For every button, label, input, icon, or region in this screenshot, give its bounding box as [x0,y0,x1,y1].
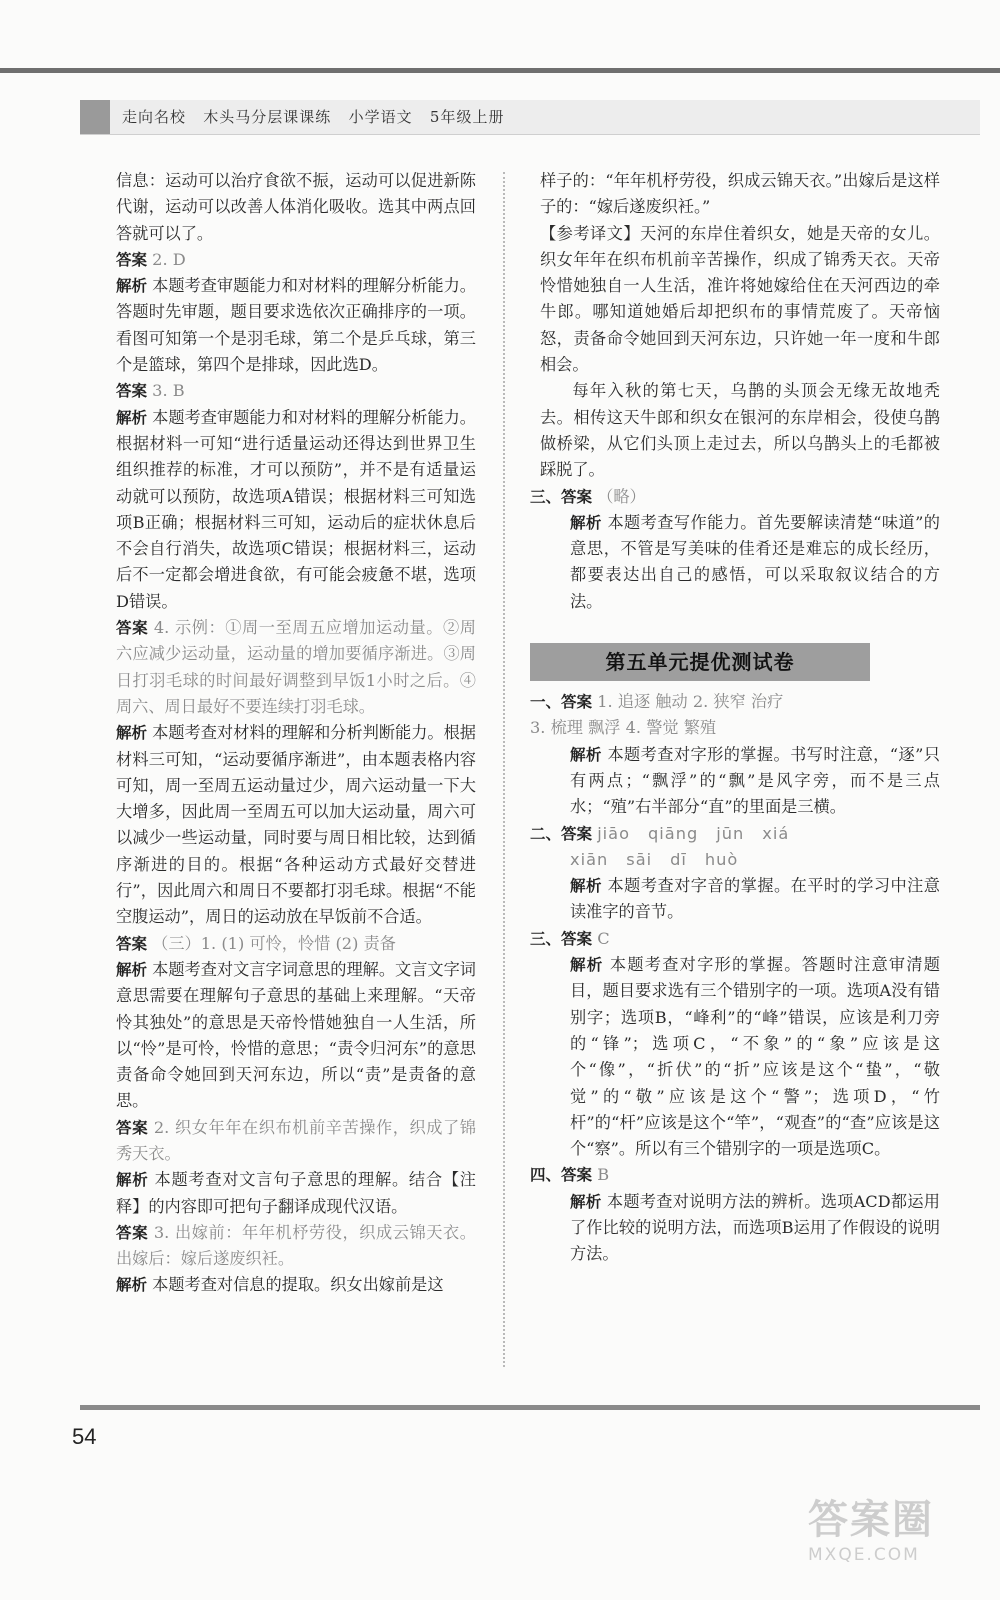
watermark-logo [808,1488,976,1566]
section-title: 第五单元提优测试卷 [530,643,870,681]
analysis-block: 解析 本题考查对字音的掌握。在平时的学习中注意读准字的音节。 [570,876,940,922]
right-column [530,168,940,1268]
analysis-block: 解析 本题考查对文言句子意思的理解。结合【注释】的内容即可把句子翻译成现代汉语。 [116,1170,476,1216]
analysis-block: 解析 本题考查对字形的掌握。答题时注意审清题目，题目要求选有三个错别字的一项。选项A没有错别字；选项B，“峰利”的“峰”错误，应该是利刀旁的“锋”；选项C，“不象”的“象”应该是这个“像”，“折伏”的“折”应该是这个“蛰”，“敬觉”的“敬”应该是这个“警”；选项D，“竹杆”的“杆”应该是这个“竿”，“观查”的“查”应该是这个“察”。所以有三个错别字的一项是选项C。 [570,955,940,1159]
watermark-text: 答案圈 [808,1497,934,1543]
header-title: 走向名校 木头马分层课课练 小学语文 5年级上册 [122,108,505,126]
left-column [116,168,476,1299]
analysis-block: 解析 本题考查写作能力。首先要解读清楚“味道”的意思，不管是写美味的佳肴还是难忘的成长经历，都要表达出自己的感悟，可以采取叙议结合的方法。 [570,512,940,611]
header-marker [80,100,110,134]
top-rule [0,68,1000,73]
analysis-block: 解析 本题考查对文言字词意思的理解。文言文字词意思需要在理解句子意思的基础上来理解。“天帝怜其独处”的意思是天帝怜惜她独自一人生活，所以“怜”是可怜，怜惜的意思；“责令归河东”的意思责备命令她回到天河东边，所以“责”是责备的意思。 [116,959,476,1111]
analysis-block: 解析 本题考查对说明方法的辨析。选项ACD都运用了作比较的说明方法，而选项B运用了作假设的说明方法。 [570,1191,940,1264]
pinyin-row: xiān sāi dī huò [570,849,739,869]
answer-line: 三、答案 C [530,928,610,948]
answer-line: 三、答案 （略） [530,486,646,506]
answer-block: 答案 4. 示例：①周一至周五应增加运动量。②周六应减少运动量，运动量的增加要循序渐进。③周日打羽毛球的时间最好调整到早饭1小时之后。④周六、周日最好不要连续打羽毛球。 [116,618,476,716]
analysis-block: 解析 本题考查对字形的掌握。书写时注意，“逐”只有两点；“飘浮”的“飘”是风字旁，而不是三点水；“殖”右半部分“直”的里面是三横。 [570,744,940,817]
paragraph: 每年入秋的第七天，乌鹊的头顶会无缘无故地秃去。相传这天牛郎和织女在银河的东岸相会，役使乌鹊做桥梁，从它们头顶上走过去，所以乌鹊头上的毛都被踩脱了。 [540,381,940,480]
paragraph: 信息：运动可以治疗食欲不振，运动可以促进新陈代谢，运动可以改善人体消化吸收。选其中两点回答就可以了。 [116,171,476,243]
answer-block: 答案 3. 出嫁前：年年机杼劳役，织成云锦天衣。出嫁后：嫁后遂废织衽。 [116,1222,476,1269]
answer-line: 二、答案 jiāo qiāng jūn xiá [530,821,940,847]
answer-line: 四、答案 B [530,1165,610,1185]
answer-block: 答案 2. 织女年年在织布机前辛苦操作，织成了锦秀天衣。 [116,1117,476,1163]
page-number: 54 [72,1424,97,1449]
analysis-block: 解析 本题考查审题能力和对材料的理解分析能力。答题时先审题，题目要求选依次正确排序的一项。看图可知第一个是羽毛球，第二个是乒乓球，第三个是篮球，第四个是排球，因此选D。 [116,276,476,375]
reference-translation: 【参考译文】天河的东岸住着织女，她是天帝的女儿。织女年年在织布机前辛苦操作，织成了锦秀天衣。天帝怜惜她独自一人生活，准许将她嫁给住在天河西边的牵牛郎。哪知道她婚后却把织布的事情荒废了。天帝恼怒，责备命令她回到天河东边，只许她一年一度和牛郎相会。 [540,223,940,375]
answer-line: 答案 （三）1. (1) 可怜，怜惜 (2) 责备 [116,933,396,953]
running-header [80,100,980,135]
watermark-url: MXQE.COM [808,1545,920,1565]
analysis-block: 解析 本题考查对信息的提取。织女出嫁前是这 [116,1275,444,1295]
pinyin-row: jiāo qiāng jūn xiá [597,823,790,843]
bottom-rule [80,1405,980,1410]
analysis-block: 解析 本题考查对材料的理解和分析判断能力。根据材料三可知，“运动要循序渐进”，由本题表格内容可知，周一至周五运动量过少，周六运动量一下大大增多，因此周一至周五可以加大运动量，周六可以减少一些运动量，同时要与周日相比较，达到循序渐进的目的。根据“各种运动方式最好交替进行”，因此周六和周日不要都打羽毛球。根据“不能空腹运动”，周日的运动放在早饭前不合适。 [116,723,476,927]
answer-line: 答案 2. D [116,249,186,269]
answer-line: 答案 3. B [116,381,185,401]
analysis-block: 解析 本题考查审题能力和对材料的理解分析能力。根据材料一可知“进行适量运动还得达到世界卫生组织推荐的标准，才可以预防”，并不是有适量运动就可以预防，故选项A错误；根据材料三可知选项B正确；根据材料三可知，运动后的症状休息后不会自行消失，故选项C错误；根据材料三，运动后不一定都会增进食欲，有可能会疲惫不堪，选项D错误。 [116,407,476,611]
paragraph: 样子的：“年年机杼劳役，织成云锦天衣。”出嫁后是这样子的：“嫁后遂废织衽。” [540,171,940,217]
column-divider [503,172,505,1367]
answer-line: 一、答案 1. 追逐 触动 2. 狭窄 治疗 3. 梳理 飘浮 4. 警觉 繁殖 [530,692,784,738]
